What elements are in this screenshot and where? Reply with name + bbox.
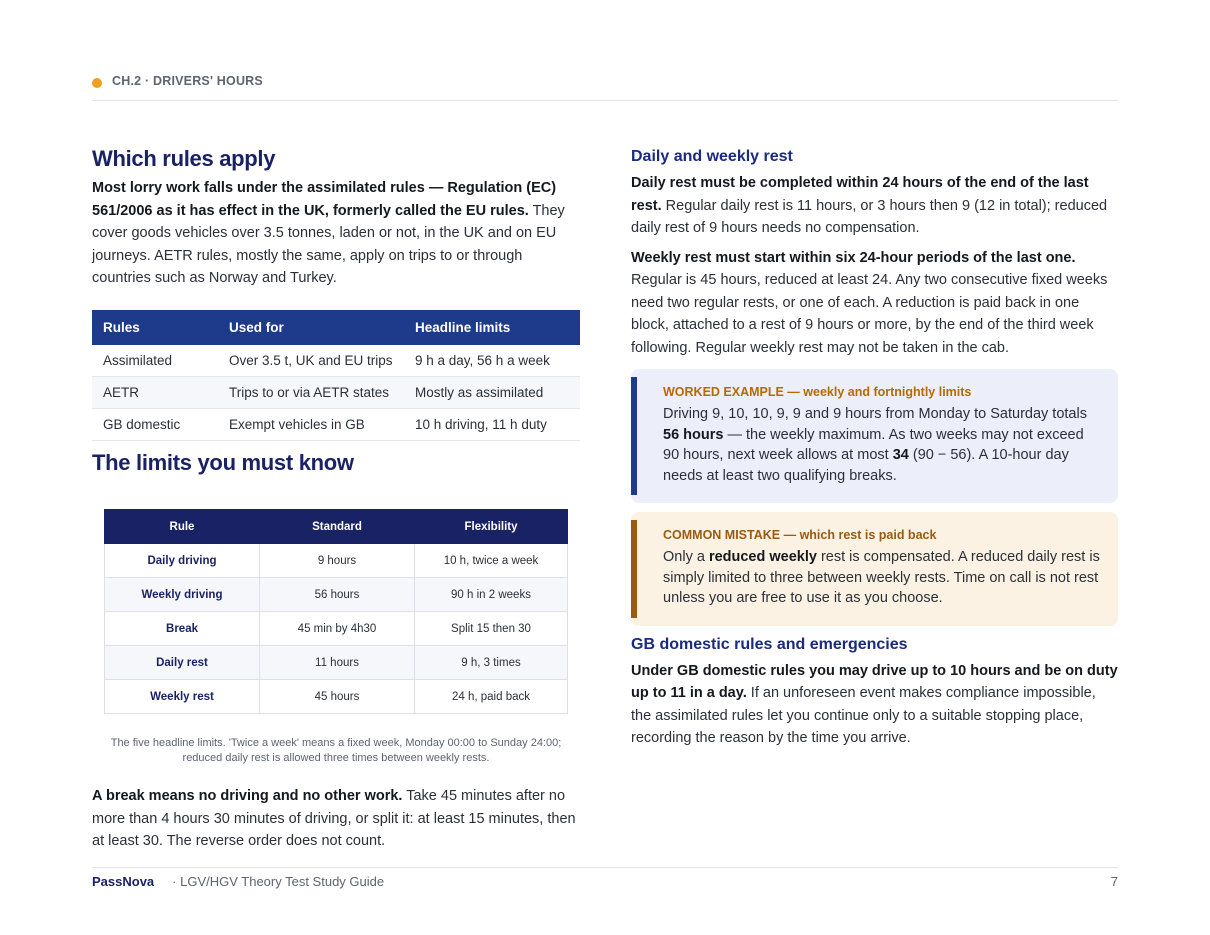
daily-rest-text: Regular daily rest is 11 hours, or 3 hours then 9 (12 in total); reduced daily rest of 9 hours needs no compensation. — [631, 197, 1108, 236]
which-rules-paragraph — [92, 177, 580, 290]
break-lead: A break means no driving and no other work. — [92, 788, 403, 804]
break-text: Take 45 minutes after no more than 4 hours 30 minutes of driving, or split it: at least 15 minutes, then at least 30. The reverse order does not count. — [92, 788, 576, 849]
used-for-col-header: Used for — [218, 310, 404, 345]
table-cell: GB domestic — [92, 409, 218, 441]
table-cell: Weekly driving — [105, 578, 260, 612]
common-mistake-callout — [631, 512, 1118, 626]
common-mistake-highlight: reduced weekly — [708, 549, 817, 565]
limits-col-header: Headline limits — [404, 310, 580, 345]
worked-example-callout — [631, 369, 1118, 503]
table-row — [105, 646, 568, 680]
table-cell: 10 h driving, 11 h duty — [404, 409, 580, 441]
table-cell: 90 h in 2 weeks — [415, 578, 568, 612]
table-cell: 45 min by 4h30 — [260, 612, 415, 646]
which-rules-text: They cover goods vehicles over 3.5 tonnes, laden or not, in the UK and on EU journeys. AETR rules, mostly the same, apply on trips to or through countries such as Norway and Turkey. — [92, 202, 565, 286]
guide-title: · LGV/HGV Theory Test Study Guide — [172, 874, 385, 889]
table-cell: Daily rest — [105, 646, 260, 680]
limits-table — [104, 509, 568, 714]
daily-rest-lead: Daily rest must be completed within 24 hours of the end of the last rest. — [631, 175, 1089, 214]
common-mistake-text: rest is compensated. A reduced daily rest is simply limited to three between weekly rests. Time on call is not rest unless you are free to use it as you choose. — [663, 549, 1100, 606]
weekly-rest-text: Regular is 45 hours, reduced at least 24. Any two consecutive fixed weeks need two regular rests, or one of each. A reduction is paid back in one block, attached to a rest of 9 hours or more, by the end of the third week following. Regular weekly rest may not be taken in the cab. — [631, 272, 1108, 356]
table-cell: 11 hours — [260, 646, 415, 680]
rules-table — [92, 310, 580, 442]
table-cell: Over 3.5 t, UK and EU trips — [218, 345, 404, 377]
table-cell: 9 h, 3 times — [415, 646, 568, 680]
table-row — [105, 612, 568, 646]
rules-table-header-row — [92, 310, 580, 345]
rule-col-header: Rule — [105, 510, 260, 544]
table-cell: Split 15 then 30 — [415, 612, 568, 646]
table-cell: 56 hours — [260, 578, 415, 612]
table-row — [105, 544, 568, 578]
worked-example-text: — the weekly maximum. As two weeks may not exceed 90 hours, next week allows at most — [663, 426, 1084, 463]
left-column — [92, 146, 580, 853]
table-cell: 45 hours — [260, 680, 415, 714]
table-cell: Trips to or via AETR states — [218, 377, 404, 409]
gb-domestic-text: If an unforeseen event makes compliance impossible, the assimilated rules let you continue only to a suitable stopping place, recording the reason by the time you arrive. — [631, 685, 1096, 746]
table-cell: Exempt vehicles in GB — [218, 409, 404, 441]
which-rules-lead: Most lorry work falls under the assimilated rules — Regulation (EC) 561/2006 as it has effect in the UK, formerly called the EU rules. — [92, 180, 557, 219]
page-footer — [92, 867, 1118, 889]
daily-rest-paragraph — [631, 172, 1118, 240]
worked-example-highlight: 56 hours — [663, 426, 724, 443]
common-mistake-title: COMMON MISTAKE — which rest is paid back — [663, 528, 937, 542]
gb-domestic-lead: Under GB domestic rules you may drive up to 10 hours and be on duty up to 11 in a day. — [631, 662, 1118, 701]
flexibility-col-header: Flexibility — [415, 510, 568, 544]
weekly-rest-paragraph — [631, 247, 1118, 360]
standard-col-header: Standard — [260, 510, 415, 544]
table-cell: 10 h, twice a week — [415, 544, 568, 578]
section-heading-limits: The limits you must know — [92, 450, 354, 475]
gb-domestic-paragraph — [631, 660, 1118, 750]
worked-example-body — [663, 404, 1102, 486]
worked-example-text: Driving 9, 10, 10, 9, 9 and 9 hours from Monday to Saturday totals — [663, 406, 1087, 422]
common-mistake-text: Only a — [663, 549, 709, 565]
table-cell: Daily driving — [105, 544, 260, 578]
table-row — [92, 409, 580, 441]
section-heading-gb-domestic: GB domestic rules and emergencies — [631, 635, 908, 653]
callout-accent-bar — [631, 520, 637, 618]
page-header — [92, 74, 1118, 101]
section-heading-which-rules: Which rules apply — [92, 146, 276, 171]
worked-example-text: (90 − 56). A 10-hour day needs at least two qualifying breaks. — [663, 447, 1069, 484]
table-row — [105, 578, 568, 612]
right-column — [631, 146, 1118, 750]
table-cell: Break — [105, 612, 260, 646]
chapter-label: CH.2 · DRIVERS' HOURS — [112, 74, 263, 88]
table-row — [92, 377, 580, 409]
callout-accent-bar — [631, 377, 637, 495]
table-cell: AETR — [92, 377, 218, 409]
brand-name: PassNova — [92, 874, 155, 889]
common-mistake-body — [663, 547, 1102, 609]
table-cell: 9 h a day, 56 h a week — [404, 345, 580, 377]
chapter-dot-icon — [92, 78, 102, 88]
table-row — [92, 345, 580, 377]
table-row — [105, 680, 568, 714]
worked-example-title: WORKED EXAMPLE — weekly and fortnightly limits — [663, 385, 972, 399]
break-paragraph — [92, 785, 580, 853]
table-cell: 9 hours — [260, 544, 415, 578]
limits-table-caption: The five headline limits. 'Twice a week' means a fixed week, Monday 00:00 to Sunday 24:00; reduced daily rest is allowed three times between weekly rests. — [110, 737, 562, 764]
page-number: 7 — [1110, 874, 1118, 889]
worked-example-highlight: 34 — [892, 447, 909, 463]
rules-col-header: Rules — [92, 310, 218, 345]
table-cell: Weekly rest — [105, 680, 260, 714]
limits-table-header-row — [105, 510, 568, 544]
weekly-rest-lead: Weekly rest must start within six 24-hour periods of the last one. — [631, 249, 1076, 266]
table-cell: Mostly as assimilated — [404, 377, 580, 409]
table-cell: Assimilated — [92, 345, 218, 377]
section-heading-rest: Daily and weekly rest — [631, 148, 793, 165]
table-cell: 24 h, paid back — [415, 680, 568, 714]
limits-table-wrapper — [104, 509, 568, 766]
